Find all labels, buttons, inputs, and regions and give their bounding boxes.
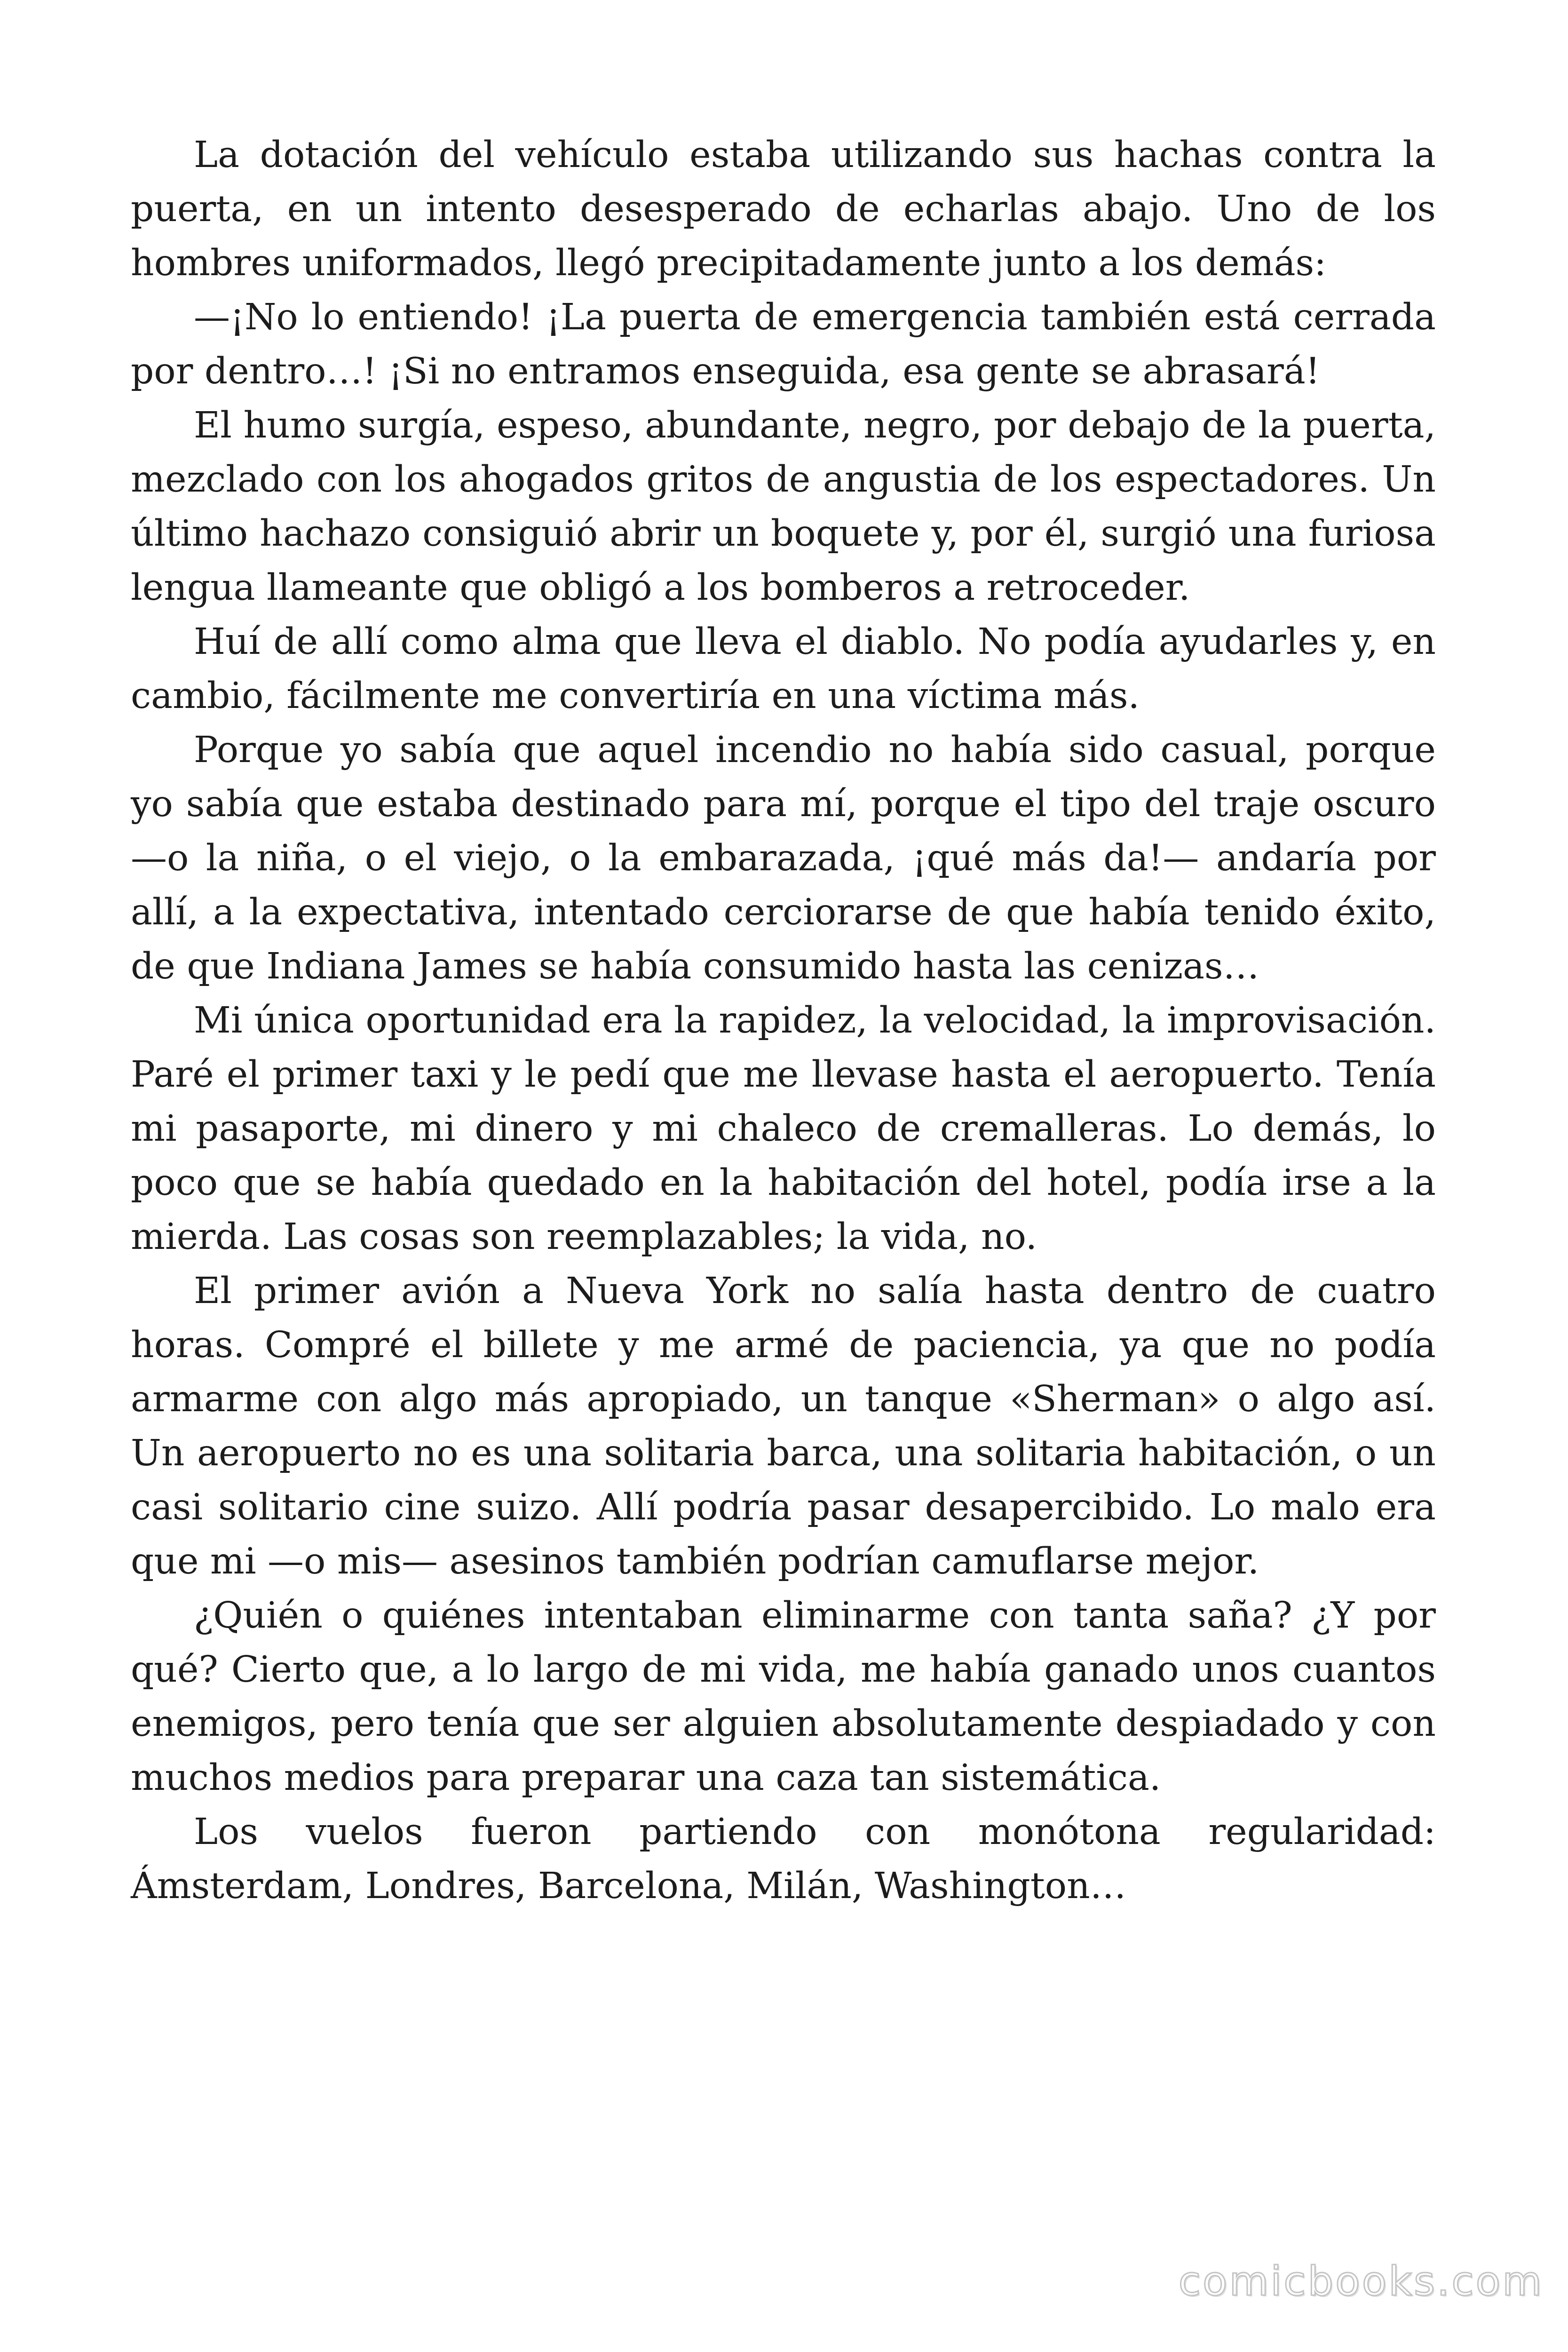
paragraph-3: El humo surgía, espeso, abundante, negro, por debajo de la puerta, mezclado con los ahogados gritos de angustia de los espectadores. Un último hachazo consiguió abrir un boquete y, por él, surgió una furiosa lengua llameante que obligó a los bomberos a retroceder. — [131, 405, 1436, 609]
paragraph-7: El primer avión a Nueva York no salía hasta dentro de cuatro horas. Compré el billete y me armé de paciencia, ya que no podía armarme con algo más apropiado, un tanque «Sherman» o algo así. Un aeropuerto no es una solitaria barca, una solitaria habitación, o un casi solitario cine suizo. Allí podría pasar desapercibido. Lo malo era que mi —o mis— asesinos también podrían camuflarse mejor. — [131, 1270, 1436, 1582]
paragraph-9: Los vuelos fueron partiendo con monótona regularidad: Ámsterdam, Londres, Barcelona, Milán, Washington… — [131, 1811, 1436, 1907]
paragraph-4: Huí de allí como alma que lleva el diablo. No podía ayudarles y, en cambio, fácilmente me convertiría en una víctima más. — [131, 621, 1436, 717]
paragraph-1: La dotación del vehículo estaba utilizando sus hachas contra la puerta, en un intento desesperado de echarlas abajo. Uno de los hombres uniformados, llegó precipitadamente junto a los demás: — [131, 134, 1436, 284]
page-body — [131, 128, 1436, 1913]
paragraph-6: Mi única oportunidad era la rapidez, la velocidad, la improvisación. Paré el primer taxi y le pedí que me llevase hasta el aeropuerto. Tenía mi pasaporte, mi dinero y mi chaleco de cremalleras. Lo demás, lo poco que se había quedado en la habitación del hotel, podía irse a la mierda. Las cosas son reemplazables; la vida, no. — [131, 1000, 1436, 1258]
watermark: comicbooks.com — [1178, 2258, 1544, 2305]
paragraph-5: Porque yo sabía que aquel incendio no había sido casual, porque yo sabía que estaba destinado para mí, porque el tipo del traje oscuro —o la niña, o el viejo, o la embarazada, ¡qué más da!— andaría por allí, a la expectativa, intentado cerciorarse de que había tenido éxito, de que Indiana James se había consumido hasta las cenizas… — [131, 729, 1436, 987]
paragraph-8: ¿Quién o quiénes intentaban eliminarme con tanta saña? ¿Y por qué? Cierto que, a lo largo de mi vida, me había ganado unos cuantos enemigos, pero tenía que ser alguien absolutamente despiadado y con muchos medios para preparar una caza tan sistemática. — [131, 1595, 1436, 1799]
paragraph-2: —¡No lo entiendo! ¡La puerta de emergencia también está cerrada por dentro…! ¡Si no entramos enseguida, esa gente se abrasará! — [131, 296, 1436, 392]
